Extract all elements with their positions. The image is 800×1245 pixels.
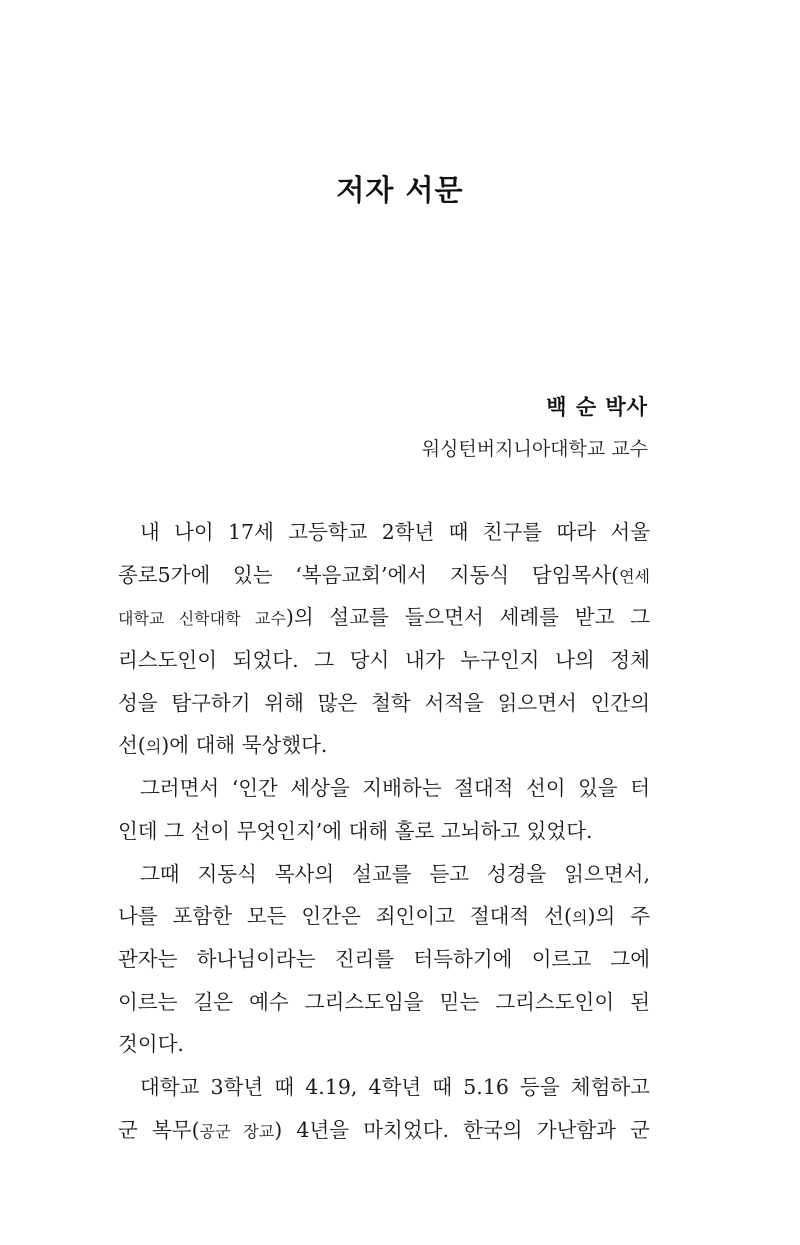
author-name: 백 순 박사: [546, 395, 648, 419]
text-line: [118, 938, 650, 981]
text-line: [118, 810, 650, 853]
text-span: 나를 포함한 모든 인간은 죄인이고 절대적 선(: [118, 904, 572, 929]
text-span: 것이다.: [118, 1032, 184, 1057]
text-span: )에 대해 묵상했다.: [161, 733, 328, 758]
text-line: [118, 1023, 650, 1066]
text-span: 그때 지동식 목사의 설교를 듣고 성경을 읽으면서,: [140, 861, 650, 886]
preface-body: [118, 511, 650, 1151]
text-line: [118, 596, 650, 639]
text-line: [118, 511, 650, 554]
text-span: 내 나이 17세 고등학교 2학년 때 친구를 따라 서울: [140, 520, 650, 544]
text-line: [118, 724, 650, 767]
text-line: [118, 1109, 650, 1152]
text-span: 대학교 3학년 때 4.19, 4학년 때 5.16 등을 체험하고: [140, 1074, 650, 1099]
page-title: 저자 서문: [336, 173, 464, 207]
annotation-text: 대학교 신학대학 교수: [118, 609, 286, 629]
text-span: 선(: [118, 733, 146, 758]
text-span: )의 주: [587, 904, 650, 929]
author-block: [422, 392, 648, 464]
text-line: [118, 554, 650, 597]
text-line: [118, 853, 650, 896]
text-span: )의 설교를 들으면서 세례를 받고 그: [285, 605, 650, 630]
text-span: 그러면서 ‘인간 세상을 지배하는 절대적 선이 있을 터: [140, 776, 650, 801]
text-span: 관자는 하나님이라는 진리를 터득하기에 이르고 그에: [118, 946, 650, 971]
text-span: 군 복무(: [118, 1117, 200, 1142]
text-span: 리스도인이 되었다. 그 당시 내가 누구인지 나의 정체: [118, 648, 650, 673]
text-span: 인데 그 선이 무엇인지’에 대해 홀로 고뇌하고 있었다.: [118, 818, 593, 843]
text-line: [118, 639, 650, 682]
text-span: ) 4년을 마치었다. 한국의 가난함과 군: [274, 1117, 650, 1142]
text-line: [118, 682, 650, 725]
annotation-text: 연세: [619, 566, 650, 586]
annotation-text: 공군 장교: [199, 1121, 275, 1141]
text-line: [118, 895, 650, 938]
annotation-text: 의: [145, 737, 162, 757]
text-line: [118, 767, 650, 810]
text-line: [118, 981, 650, 1024]
text-span: 성을 탐구하기 위해 많은 철학 서적을 읽으면서 인간의: [118, 690, 650, 715]
annotation-text: 의: [572, 908, 588, 928]
text-span: 종로5가에 있는 ‘복음교회’에서 지동식 담임목사(: [118, 562, 620, 587]
author-affiliation: 워싱턴버지니아대학교 교수: [421, 438, 648, 460]
text-line: [118, 1066, 650, 1109]
text-span: 이르는 길은 예수 그리스도임을 믿는 그리스도인이 된: [118, 989, 650, 1014]
